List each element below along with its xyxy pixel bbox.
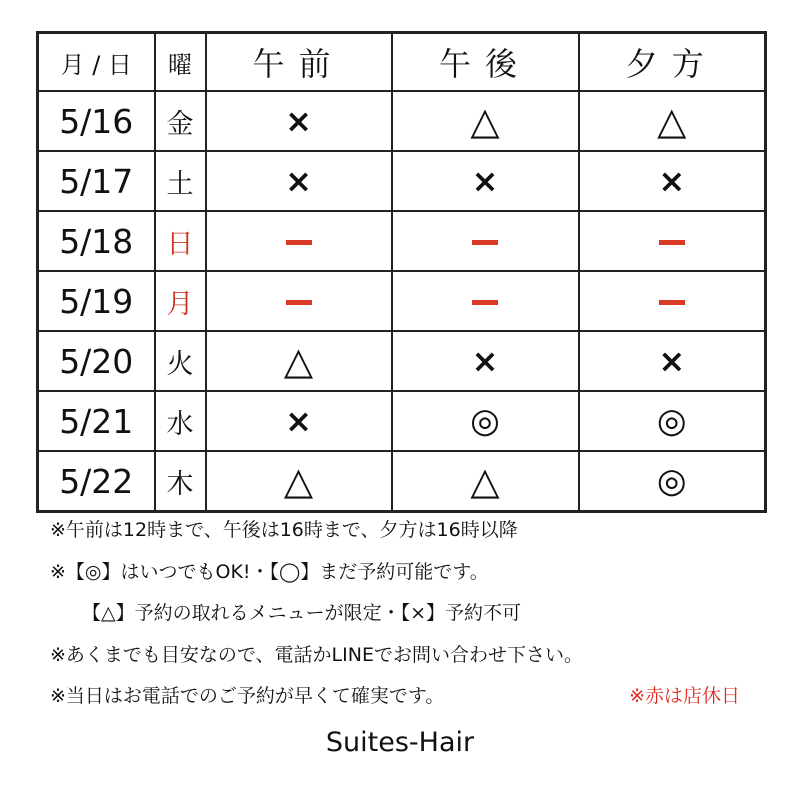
slot-cell-evening (579, 451, 766, 512)
closed-dash-mark (286, 300, 312, 305)
header-row (38, 33, 766, 92)
slot-cell-am (206, 91, 392, 151)
notes (50, 510, 770, 718)
slot-cell-evening (579, 211, 766, 271)
unavailable-mark: × (471, 162, 499, 200)
brand-name: Suites-Hair (325, 727, 475, 758)
slot-cell-evening (579, 91, 766, 151)
slot-cell-am (206, 451, 392, 512)
table-row (38, 391, 766, 451)
closed-dash-mark (659, 300, 685, 305)
date-cell: 5/17 (38, 151, 155, 211)
table-row (38, 331, 766, 391)
available-mark: ◎ (470, 401, 500, 441)
unavailable-mark: × (471, 342, 499, 380)
note-hours: ※午前は12時まで、午後は16時まで、夕方は16時以降 (50, 519, 518, 541)
closed-dash-mark (472, 240, 498, 245)
slot-cell-am (206, 271, 392, 331)
date-cell: 5/21 (38, 391, 155, 451)
day-cell: 日 (155, 211, 206, 271)
limited-mark: △ (283, 459, 314, 503)
closed-dash-mark (659, 240, 685, 245)
slot-cell-pm (392, 151, 579, 211)
closed-dash-mark (472, 300, 498, 305)
table-row (38, 151, 766, 211)
slot-cell-am (206, 211, 392, 271)
date-cell: 5/16 (38, 91, 155, 151)
header-evening: 夕方 (579, 33, 766, 92)
note-closed-days: ※赤は店休日 (629, 685, 740, 707)
slot-cell-pm (392, 391, 579, 451)
limited-mark: △ (470, 459, 500, 503)
table-row (38, 211, 766, 271)
slot-cell-am (206, 151, 392, 211)
slot-cell-evening (579, 391, 766, 451)
slot-cell-pm (392, 91, 579, 151)
note-contact: ※あくまでも目安なので、電話かLINEでお問い合わせ下さい。 (50, 643, 583, 666)
day-cell: 金 (155, 91, 206, 151)
slot-cell-pm (392, 331, 579, 391)
note-legend-1: ※【◎】はいつでもOK!・【◯】まだ予約可能です。 (50, 560, 489, 583)
date-cell: 5/18 (38, 211, 155, 271)
note-legend-2: 【△】予約の取れるメニューが限定・【×】予約不可 (82, 602, 522, 624)
day-cell: 火 (155, 331, 206, 391)
note-same-day-text: ※当日はお電話でのご予約が早くて確実です。 (50, 685, 445, 707)
slot-cell-evening (579, 331, 766, 391)
date-cell: 5/19 (38, 271, 155, 331)
header-pm: 午後 (392, 33, 579, 92)
date-cell: 5/22 (38, 451, 155, 512)
unavailable-mark: × (285, 402, 312, 440)
schedule-table (36, 31, 767, 513)
limited-mark: △ (283, 339, 314, 383)
unavailable-mark: × (285, 102, 312, 140)
slot-cell-am (206, 331, 392, 391)
limited-mark: △ (657, 99, 687, 143)
slot-cell-evening (579, 271, 766, 331)
slot-cell-am (206, 391, 392, 451)
table-row (38, 271, 766, 331)
slot-cell-pm (392, 451, 579, 512)
day-cell: 木 (155, 451, 206, 512)
day-cell: 月 (155, 271, 206, 331)
day-cell: 土 (155, 151, 206, 211)
unavailable-mark: × (658, 162, 686, 200)
header-day: 曜 (155, 33, 206, 92)
header-date: 月 / 日 (38, 33, 155, 92)
date-cell: 5/20 (38, 331, 155, 391)
limited-mark: △ (470, 99, 500, 143)
slot-cell-pm (392, 211, 579, 271)
table-row (38, 451, 766, 512)
slot-cell-evening (579, 151, 766, 211)
unavailable-mark: × (285, 162, 312, 200)
table-row (38, 91, 766, 151)
available-mark: ◎ (656, 461, 687, 501)
closed-dash-mark (286, 240, 312, 245)
schedule-body (38, 91, 766, 512)
note-same-day (50, 676, 770, 718)
available-mark: ◎ (656, 401, 687, 441)
header-am: 午前 (206, 33, 392, 92)
day-cell: 水 (155, 391, 206, 451)
unavailable-mark: × (658, 342, 686, 380)
slot-cell-pm (392, 271, 579, 331)
